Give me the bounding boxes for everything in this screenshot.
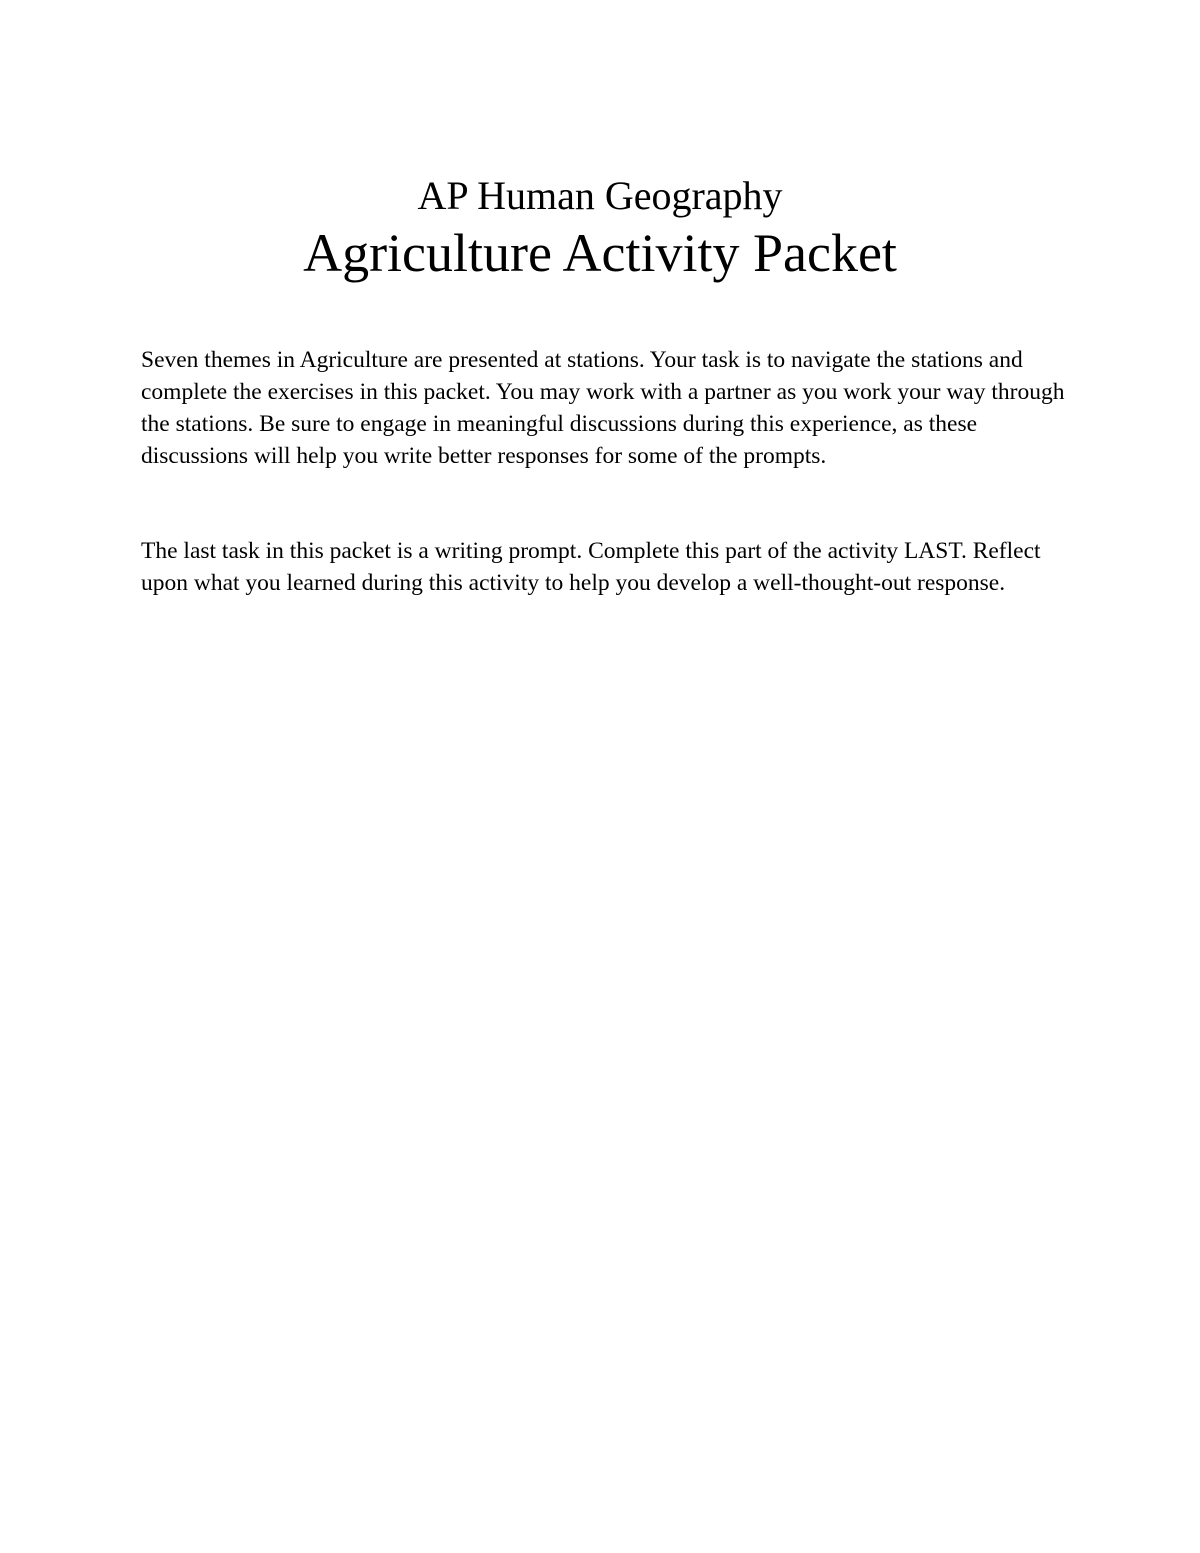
title-block: [0, 172, 1200, 286]
writing-prompt-paragraph: The last task in this packet is a writing prompt. Complete this part of the activity LAST. Reflect upon what you learned during this activity to help you develop a well-thought-out response.: [141, 538, 1041, 596]
packet-title: Agriculture Activity Packet: [303, 223, 897, 283]
course-title: AP Human Geography: [417, 173, 783, 218]
instructions-paragraph: Seven themes in Agriculture are presented at stations. Your task is to navigate the stations and complete the exercises in this packet. You may work with a partner as you work your way through the stations. Be sure to engage in meaningful discussions during this experience, as these discussions will help you write better responses for some of the prompts.: [141, 347, 1065, 469]
